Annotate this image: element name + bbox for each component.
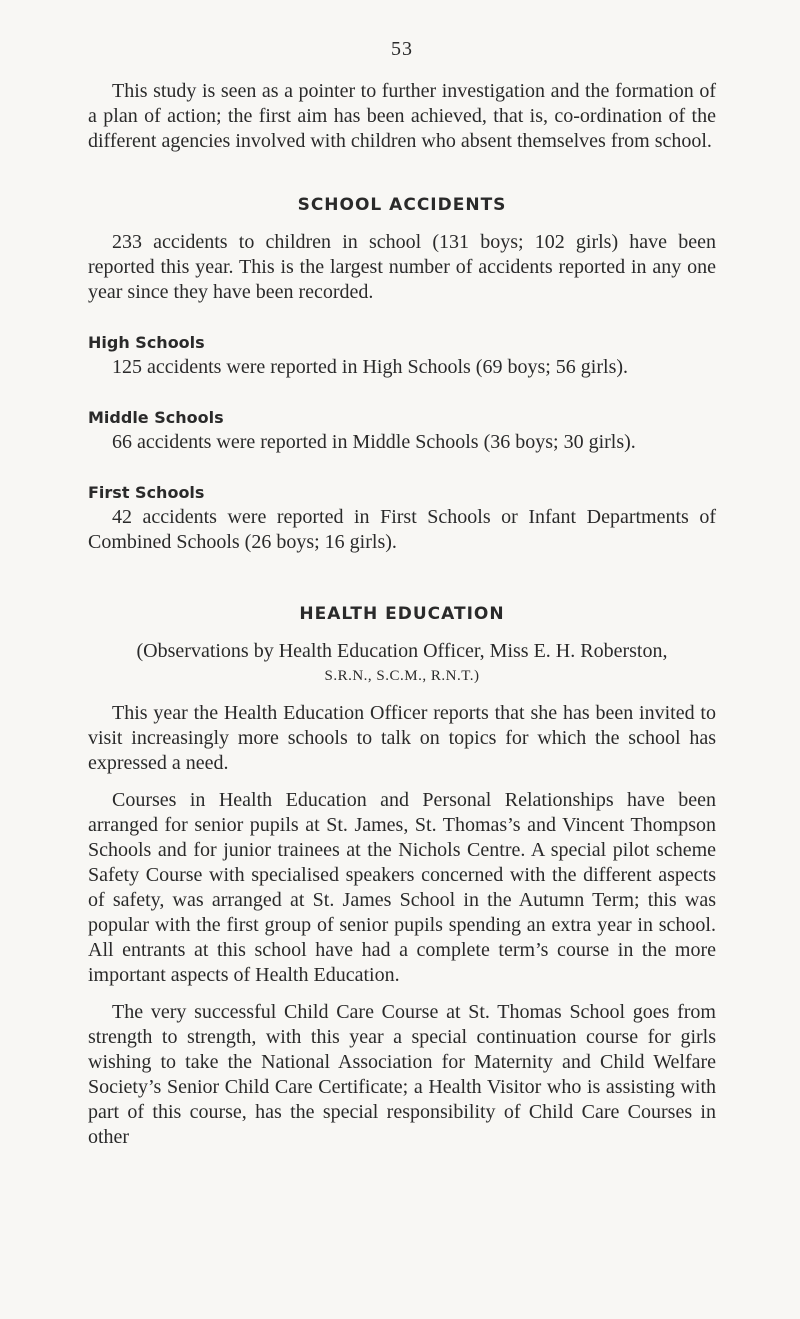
observation-line-2: S.R.N., S.C.M., R.N.T.): [324, 668, 480, 684]
school-accidents-heading: SCHOOL ACCIDENTS: [297, 195, 507, 215]
first-schools-heading: First Schools: [88, 483, 205, 502]
school-accidents-summary: 233 accidents to children in school (131 boys; 102 girls) have been reported this year. This is the largest number of accidents reported in any one year since they have been recorded.: [88, 231, 716, 303]
high-schools-text: 125 accidents were reported in High Schools (69 boys; 56 girls).: [112, 356, 629, 378]
document-page: [88, 38, 716, 1150]
health-education-heading: HEALTH EDUCATION: [299, 604, 505, 624]
health-paragraph-1: This year the Health Education Officer reports that she has been invited to visit increasingly more schools to talk on topics for which the school has expressed a need.: [88, 702, 716, 774]
first-schools-text: 42 accidents were reported in First Schools or Infant Departments of Combined Schools (26 boys; 16 girls).: [88, 506, 716, 553]
middle-schools-heading: Middle Schools: [88, 408, 224, 427]
observation-line-1: (Observations by Health Education Officer, Miss E. H. Roberston,: [136, 640, 668, 662]
page-number: 53: [391, 38, 413, 60]
middle-schools-text: 66 accidents were reported in Middle Schools (36 boys; 30 girls).: [112, 431, 636, 453]
health-paragraph-2: Courses in Health Education and Personal Relationships have been arranged for senior pupils at St. James, St. Thomas’s and Vincent Thompson Schools and for junior trainees at the Nichols Centre. A special pilot scheme Safety Course with specialised speakers concerned with the different aspects of safety, was arranged at St. James School in the Autumn Term; this was popular with the first group of senior pupils spending an extra year in school. All entrants at this school have had a complete term’s course in the more important aspects of Health Education.: [88, 789, 716, 986]
observation-note: [88, 639, 716, 689]
high-schools-heading: High Schools: [88, 333, 205, 352]
health-paragraph-3: The very successful Child Care Course at St. Thomas School goes from strength to strength, with this year a special continuation course for girls wishing to take the National Association for Maternity and Child Welfare Society’s Senior Child Care Certificate; a Health Visitor who is assisting with part of this course, has the special responsibility of Child Care Courses in other: [88, 1001, 716, 1148]
intro-paragraph: This study is seen as a pointer to further investigation and the formation of a plan of action; the first aim has been achieved, that is, co-ordination of the different agencies involved with children who absent themselves from school.: [88, 80, 716, 152]
